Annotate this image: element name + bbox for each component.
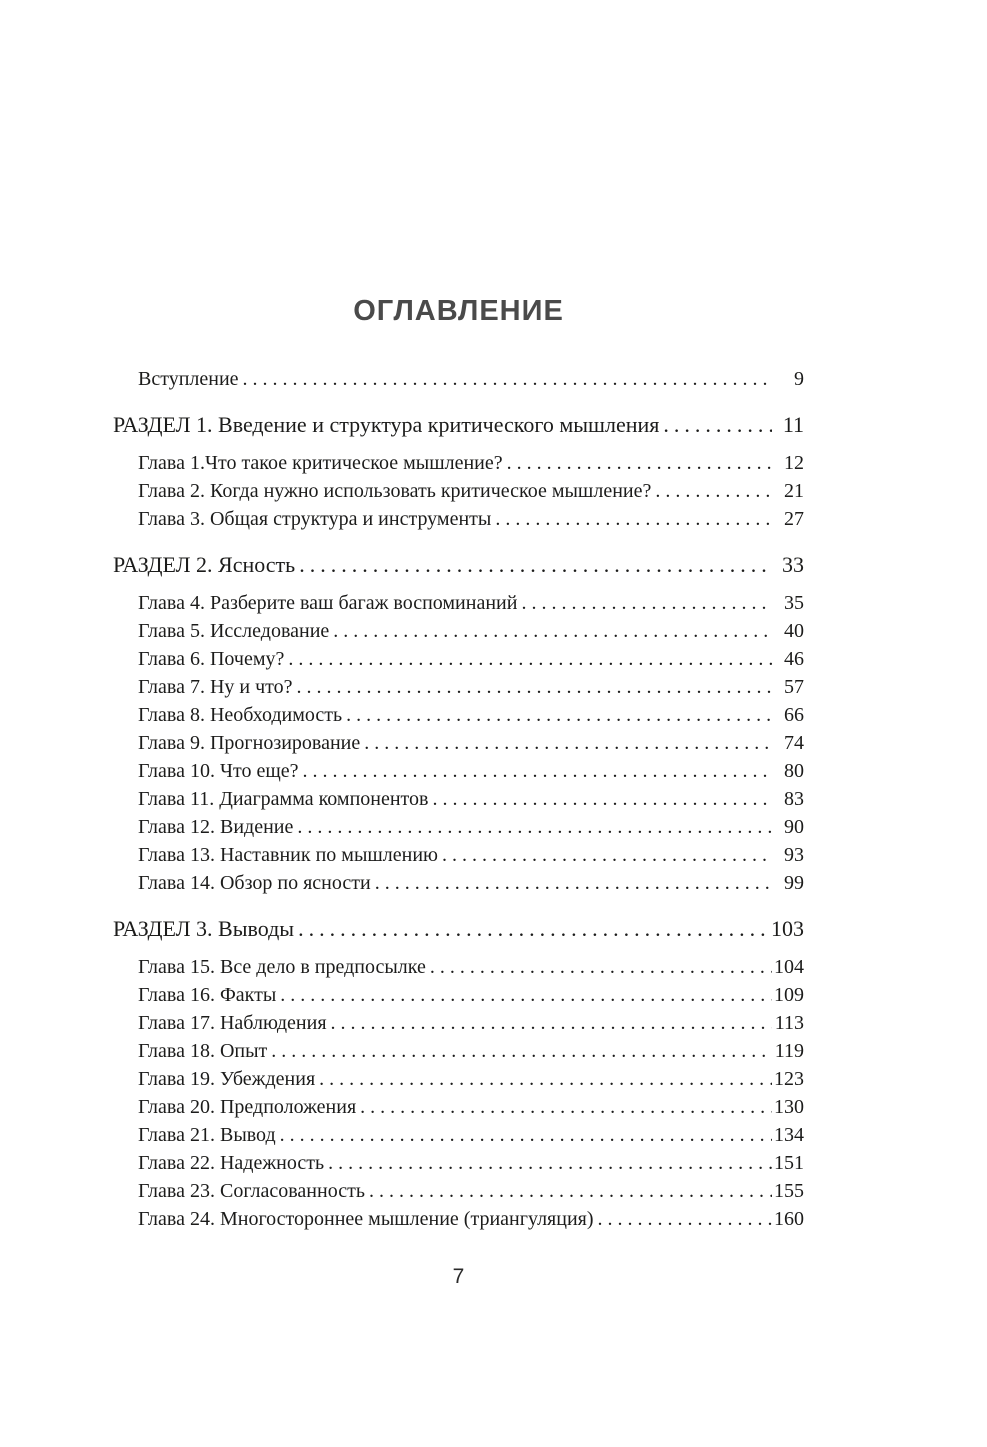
- toc-entry: [113, 1009, 804, 1037]
- toc-entry-page: 33: [782, 552, 804, 577]
- toc-entry: [113, 981, 804, 1009]
- toc-entry: [113, 1121, 804, 1149]
- leader-dots: [293, 813, 772, 841]
- leader-dots: [371, 869, 772, 897]
- toc-entry-label: РАЗДЕЛ 1. Введение и структура критического мышления: [113, 412, 660, 437]
- leader-dots: [517, 589, 772, 617]
- toc-entry-page: 66: [784, 704, 804, 726]
- toc-entry-label: Глава 8. Необходимость: [138, 704, 343, 726]
- toc-entry-page: 93: [784, 844, 804, 866]
- toc-entry-label: Глава 15. Все дело в предпосылке: [138, 956, 426, 978]
- leader-dots: [276, 1121, 772, 1149]
- toc-entry: [113, 589, 804, 617]
- toc-entry-page: 74: [784, 732, 804, 754]
- toc-entry-section: [113, 913, 804, 945]
- toc-entry-section: [113, 409, 804, 441]
- toc-entry-label: Глава 6. Почему?: [138, 648, 285, 670]
- leader-dots: [329, 617, 772, 645]
- toc-entry: [113, 953, 804, 981]
- leader-dots: [491, 505, 772, 533]
- toc-entry: [113, 757, 804, 785]
- leader-dots: [356, 1093, 772, 1121]
- toc-entry: [113, 1065, 804, 1093]
- toc-entry-page: 119: [774, 1040, 804, 1062]
- toc-entry-label: Глава 11. Диаграмма компонентов: [138, 788, 429, 810]
- leader-dots: [426, 953, 772, 981]
- toc-entry-page: 99: [784, 872, 804, 894]
- toc-entry-page: 130: [774, 1096, 804, 1118]
- toc-entry: [113, 617, 804, 645]
- toc-entry: [113, 1037, 804, 1065]
- toc-entry-label: Глава 4. Разберите ваш багаж воспоминаний: [138, 592, 518, 614]
- leader-dots: [315, 1065, 772, 1093]
- toc-entry-page: 113: [774, 1012, 804, 1034]
- toc-entry: [113, 645, 804, 673]
- toc-entry-page: 9: [794, 368, 804, 390]
- toc-entry: [113, 1177, 804, 1205]
- toc-entry: [113, 729, 804, 757]
- toc-entry: [113, 841, 804, 869]
- leader-dots: [284, 645, 772, 673]
- toc-entry-page: 123: [774, 1068, 804, 1090]
- toc-entry-label: Глава 21. Вывод: [138, 1124, 276, 1146]
- toc-entry-page: 104: [774, 956, 804, 978]
- toc-entry-label: Глава 22. Надежность: [138, 1152, 325, 1174]
- toc-entry-label: Глава 23. Согласованность: [138, 1180, 365, 1202]
- leader-dots: [365, 1177, 772, 1205]
- toc-entry: [113, 477, 804, 505]
- toc-entry-page: 134: [774, 1124, 804, 1146]
- toc-entry-label: Глава 17. Наблюдения: [138, 1012, 327, 1034]
- toc-entry-label: Глава 7. Ну и что?: [138, 676, 293, 698]
- toc-entry-label: Глава 16. Факты: [138, 984, 277, 1006]
- table-of-contents: [113, 365, 804, 1233]
- leader-dots: [293, 673, 772, 701]
- toc-entry-page: 80: [784, 760, 804, 782]
- toc-entry-page: 11: [782, 412, 804, 437]
- toc-entry-section: [113, 549, 804, 581]
- leader-dots: [438, 841, 772, 869]
- toc-entry-label: РАЗДЕЛ 3. Выводы: [113, 916, 295, 941]
- leader-dots: [295, 549, 772, 581]
- leader-dots: [294, 913, 771, 945]
- leader-dots: [428, 785, 772, 813]
- toc-entry-page: 83: [784, 788, 804, 810]
- toc-entry-label: Вступление: [138, 368, 239, 390]
- toc-entry-page: 46: [784, 648, 804, 670]
- leader-dots: [360, 729, 772, 757]
- toc-entry-page: 151: [774, 1152, 804, 1174]
- toc-entry: [113, 701, 804, 729]
- leader-dots: [594, 1205, 772, 1233]
- toc-entry: [113, 449, 804, 477]
- toc-entry-label: Глава 12. Видение: [138, 816, 294, 838]
- toc-entry-label: Глава 1.Что такое критическое мышление?: [138, 452, 503, 474]
- leader-dots: [503, 449, 772, 477]
- toc-entry-page: 57: [784, 676, 804, 698]
- toc-entry-label: Глава 2. Когда нужно использовать критическое мышление?: [138, 480, 652, 502]
- toc-entry: [113, 1093, 804, 1121]
- toc-entry-page: 90: [784, 816, 804, 838]
- leader-dots: [276, 981, 772, 1009]
- toc-entry-page: 12: [784, 452, 804, 474]
- page-title: ОГЛАВЛЕНИЕ: [353, 295, 564, 327]
- leader-dots: [267, 1037, 772, 1065]
- toc-entry-label: Глава 13. Наставник по мышлению: [138, 844, 438, 866]
- toc-entry-label: Глава 18. Опыт: [138, 1040, 268, 1062]
- toc-entry-label: Глава 10. Что еще?: [138, 760, 299, 782]
- toc-entry-label: РАЗДЕЛ 2. Ясность: [113, 552, 296, 577]
- toc-entry-page: 103: [771, 916, 804, 941]
- toc-entry-label: Глава 3. Общая структура и инструменты: [138, 508, 492, 530]
- toc-entry-page: 21: [784, 480, 804, 502]
- toc-entry: [113, 1205, 804, 1233]
- toc-entry: [113, 869, 804, 897]
- toc-entry-page: 40: [784, 620, 804, 642]
- leader-dots: [651, 477, 772, 505]
- leader-dots: [659, 409, 772, 441]
- toc-entry-label: Глава 9. Прогнозирование: [138, 732, 361, 754]
- toc-entry: [113, 785, 804, 813]
- toc-entry-label: Глава 20. Предположения: [138, 1096, 357, 1118]
- toc-entry-label: Глава 5. Исследование: [138, 620, 330, 642]
- leader-dots: [342, 701, 772, 729]
- toc-entry-page: 109: [774, 984, 804, 1006]
- toc-entry-page: 160: [774, 1208, 804, 1230]
- toc-entry: [113, 365, 804, 393]
- toc-entry-label: Глава 14. Обзор по ясности: [138, 872, 371, 894]
- leader-dots: [327, 1009, 772, 1037]
- toc-entry-page: 155: [774, 1180, 804, 1202]
- folio-page-number: 7: [452, 1265, 465, 1288]
- toc-entry-label: Глава 19. Убеждения: [138, 1068, 316, 1090]
- toc-entry-page: 35: [784, 592, 804, 614]
- leader-dots: [324, 1149, 772, 1177]
- toc-entry-page: 27: [784, 508, 804, 530]
- toc-entry: [113, 673, 804, 701]
- toc-entry: [113, 505, 804, 533]
- toc-entry-label: Глава 24. Многостороннее мышление (триангуляция): [138, 1208, 594, 1230]
- toc-entry: [113, 813, 804, 841]
- leader-dots: [298, 757, 772, 785]
- toc-entry: [113, 1149, 804, 1177]
- leader-dots: [239, 365, 772, 393]
